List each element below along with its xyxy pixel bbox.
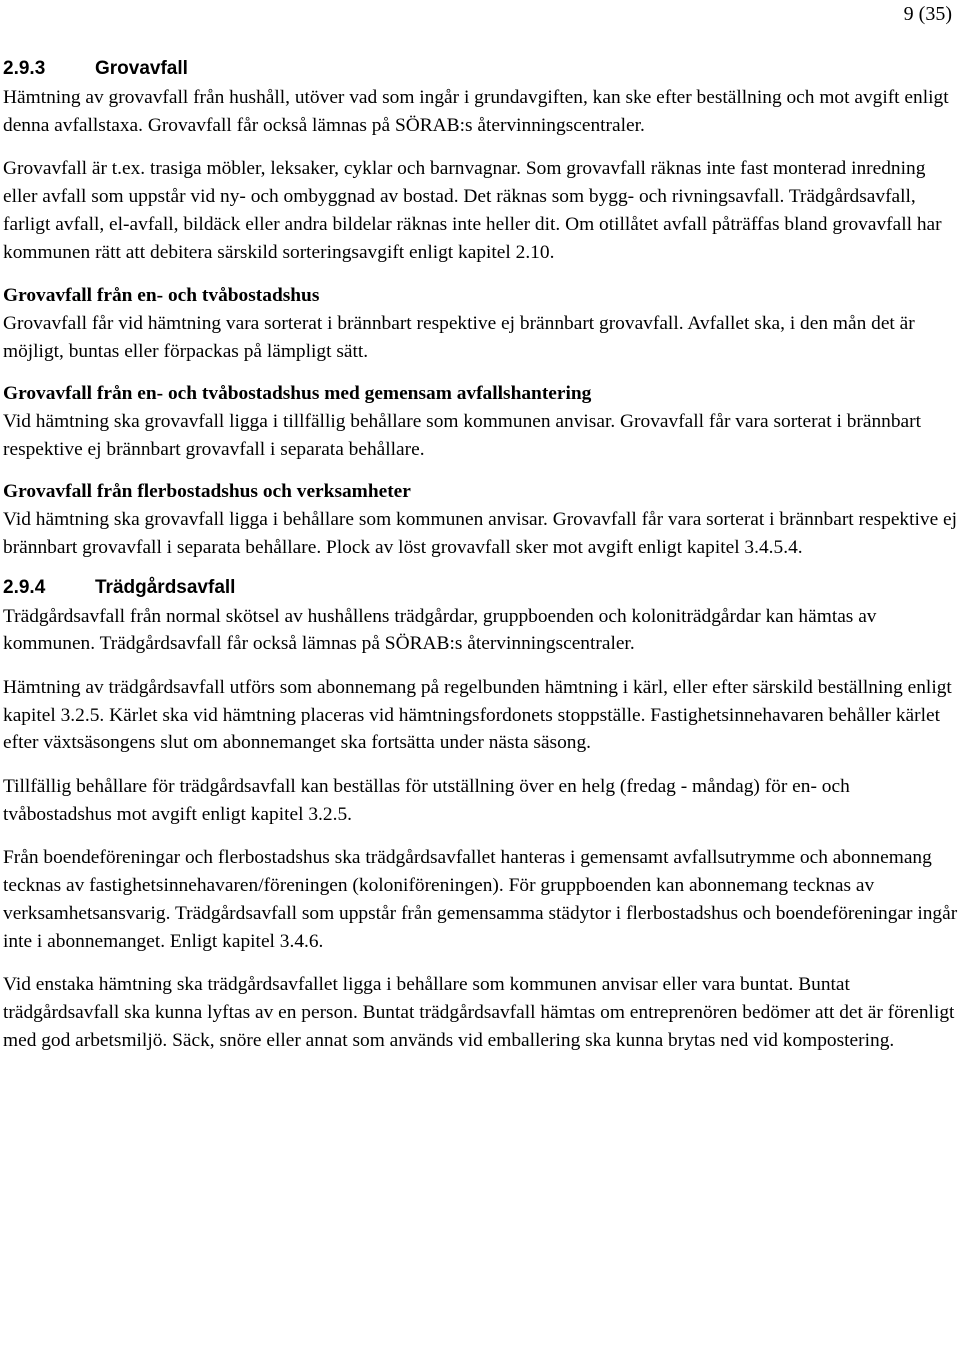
paragraph: Trädgårdsavfall från normal skötsel av hushållens trädgårdar, gruppboenden och koloniträdgårdar kan hämtas av kommunen. Trädgårdsavfall får också lämnas på SÖRAB:s återvinningscentraler. — [3, 605, 877, 655]
page-number: 9 (35) — [903, 3, 952, 25]
paragraph: Från boendeföreningar och flerbostadshus ska trädgårdsavfallet hanteras i gemensamt avfallsutrymme och abonnemang tecknas av fastighetsinnehavaren/föreningen (koloniföreningen). För gruppboenden kan abonnemang tecknas av verksamhetsansvarig. Trädgårdsavfall som uppstår från gemensamma städytor i flerbostadshus och boendeföreningar ingår inte i abonnemanget. Enligt kapitel 3.4.6. — [3, 847, 958, 952]
paragraph: Vid enstaka hämtning ska trädgårdsavfallet ligga i behållare som kommunen anvisar eller vara buntat. Buntat trädgårdsavfall ska kunna lyftas av en person. Buntat trädgårdsavfall hämtas om entreprenören bedömer att det är förenligt med god arbetsmiljö. Säck, snöre eller annat som används vid emballering ska kunna brytas ned vid kompostering. — [3, 974, 955, 1051]
subsection-heading: Grovavfall från flerbostadshus och verksamheter — [3, 481, 411, 503]
section-title: Grovavfall — [95, 58, 188, 79]
paragraph: Grovavfall är t.ex. trasiga möbler, leksaker, cyklar och barnvagnar. Som grovavfall räknas inte fast monterad inredning eller avfall som uppstår vid ny- och ombyggnad av bostad. Det räknas som bygg- och rivningsavfall. Trädgårdsavfall, farligt avfall, el-avfall, bildäck eller andra bildelar räknas inte heller dit. Om otillåtet avfall påträffas bland grovavfall har kommunen rätt att debitera särskild sorteringsavgift enligt kapitel 2.10. — [3, 158, 942, 263]
section-heading-grovavfall — [3, 57, 958, 81]
paragraph: Tillfällig behållare för trädgårdsavfall kan beställas för utställning över en helg (fredag - måndag) för en- och tvåbostadshus mot avgift enligt kapitel 3.2.5. — [3, 776, 850, 825]
document-page — [3, 0, 958, 1054]
section-number: 2.9.3 — [3, 58, 46, 79]
section-number: 2.9.4 — [3, 576, 46, 598]
paragraph: Vid hämtning ska grovavfall ligga i behållare som kommunen anvisar. Grovavfall får vara sorterat i brännbart respektive ej brännbart grovavfall i separata behållare. Plock av löst grovavfall sker mot avgift enligt kapitel 3.4.5.4. — [3, 509, 958, 558]
paragraph: Vid hämtning ska grovavfall ligga i tillfällig behållare som kommunen anvisar. Grovavfall får vara sorterat i brännbart respektive ej brännbart grovavfall i separata behållare. — [3, 411, 921, 460]
section-heading-tradgardsavfall — [3, 576, 958, 600]
section-title: Trädgårdsavfall — [95, 576, 236, 598]
paragraph: Grovavfall får vid hämtning vara sorterat i brännbart respektive ej brännbart grovavfall. Avfallet ska, i den mån det är möjligt, buntas eller förpackas på lämpligt sätt. — [3, 312, 915, 362]
subsection-heading: Grovavfall från en- och tvåbostadshus med gemensam avfallshantering — [3, 383, 592, 405]
paragraph: Hämtning av grovavfall från hushåll, utöver vad som ingår i grundavgiften, kan ske efter beställning och mot avgift enligt denna avfallstaxa. Grovavfall får också lämnas på SÖRAB:s återvinningscentraler. — [3, 87, 949, 136]
paragraph: Hämtning av trädgårdsavfall utförs som abonnemang på regelbunden hämtning i kärl, eller efter särskild beställning enligt kapitel 3.2.5. Kärlet ska vid hämtning placeras vid hämtningsfordonets stoppställe. Fastighetsinnehavaren behåller kärlet efter växtsäsongens slut om abonnemanget ska fortsätta under nästa säsong. — [3, 676, 952, 754]
subsection-heading: Grovavfall från en- och tvåbostadshus — [3, 285, 320, 307]
